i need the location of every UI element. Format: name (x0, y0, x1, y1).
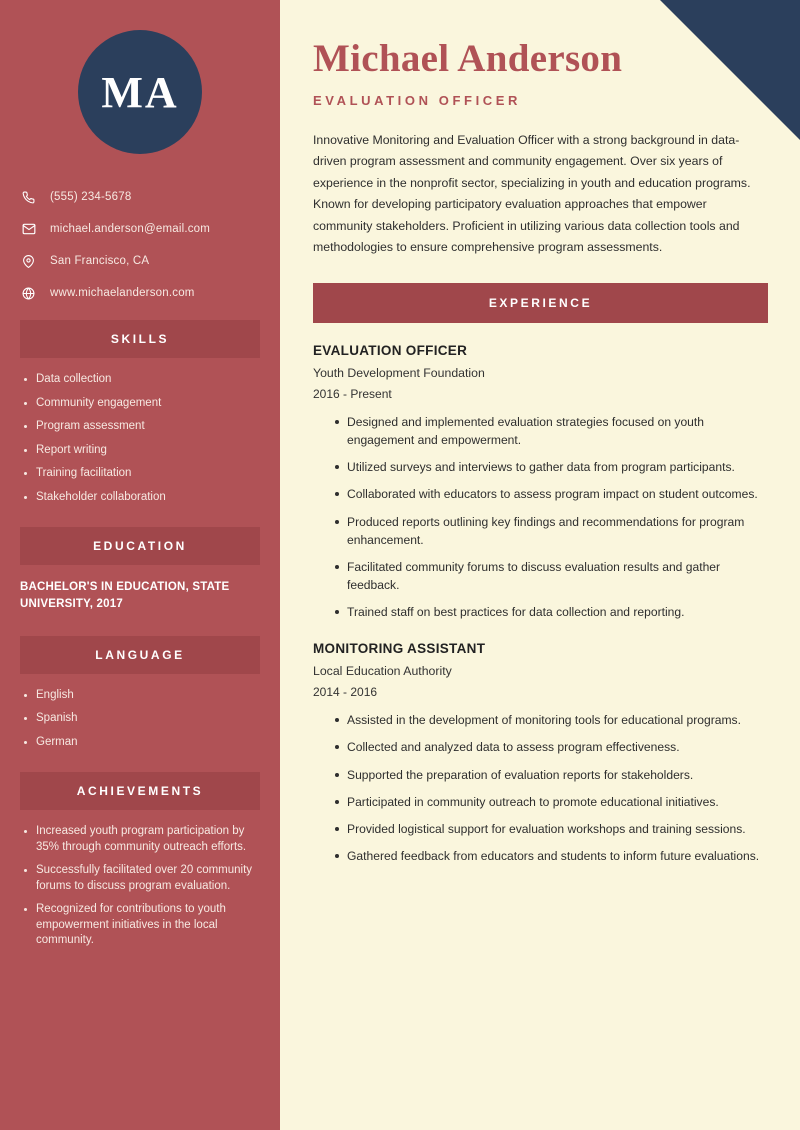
list-item: Recognized for contributions to youth empowerment initiatives in the local community. (24, 902, 262, 949)
contact-email-text: michael.anderson@email.com (50, 223, 211, 235)
experience-entry-2 (313, 641, 768, 865)
avatar-container (0, 0, 280, 154)
section-heading-skills: SKILLS (20, 320, 260, 358)
envelope-icon (22, 220, 44, 238)
achievements-list (0, 824, 280, 949)
avatar: MA (78, 30, 202, 154)
list-item: Assisted in the development of monitoring tools for educational programs. (335, 711, 768, 729)
section-heading-education: EDUCATION (20, 527, 260, 565)
job-title: EVALUATION OFFICER (313, 342, 468, 358)
list-item: Program assessment (24, 419, 262, 435)
list-item: Stakeholder collaboration (24, 490, 262, 506)
experience-entry-1 (313, 343, 768, 621)
contact-email[interactable] (22, 220, 260, 238)
list-item: Report writing (24, 443, 262, 459)
sidebar (0, 0, 280, 1130)
job-role-subtitle: EVALUATION OFFICER (313, 92, 522, 108)
list-item: Facilitated community forums to discuss evaluation results and gather feedback. (335, 558, 768, 594)
list-item: Gathered feedback from educators and students to inform future evaluations. (335, 847, 768, 865)
list-item: Collaborated with educators to assess program impact on student outcomes. (335, 485, 768, 503)
list-item: Training facilitation (24, 466, 262, 482)
list-item: Participated in community outreach to promote educational initiatives. (335, 793, 768, 811)
contact-phone-text: (555) 234-5678 (50, 191, 132, 203)
list-item: Supported the preparation of evaluation reports for stakeholders. (335, 766, 768, 784)
main-content (280, 0, 800, 1130)
education-entry: BACHELOR'S IN EDUCATION, STATE UNIVERSITY, 2017 (20, 581, 230, 611)
globe-icon (22, 284, 44, 302)
location-pin-icon (22, 252, 44, 270)
section-heading-achievements: ACHIEVEMENTS (20, 772, 260, 810)
list-item: Increased youth program participation by 35% through community outreach efforts. (24, 824, 262, 855)
job-organization: Youth Development Foundation (313, 365, 485, 380)
contact-phone[interactable] (22, 188, 260, 206)
list-item: Data collection (24, 372, 262, 388)
job-dates: 2016 - Present (313, 386, 392, 401)
list-item: Produced reports outlining key findings and recommendations for program enhancement. (335, 513, 768, 549)
contact-location[interactable] (22, 252, 260, 270)
list-item: Utilized surveys and interviews to gather data from program participants. (335, 458, 768, 476)
contact-website[interactable] (22, 284, 260, 302)
professional-summary: Innovative Monitoring and Evaluation Officer with a strong background in data-driven program assessment and community engagement. Over six years of experience in the nonprofit sector, specializing in youth and education programs. Known for developing participatory evaluation approaches that empower community stakeholders. Proficient in utilizing various data collection tools and methodologies to ensure comprehensive program assessments. (313, 132, 751, 255)
contact-website-text: www.michaelanderson.com (50, 287, 195, 299)
job-bullet-list (313, 711, 768, 865)
list-item: Trained staff on best practices for data collection and reporting. (335, 603, 768, 621)
job-organization: Local Education Authority (313, 664, 452, 679)
skills-list (0, 372, 280, 505)
phone-icon (22, 188, 44, 206)
list-item: Provided logistical support for evaluation workshops and training sessions. (335, 820, 768, 838)
list-item: Collected and analyzed data to assess program effectiveness. (335, 738, 768, 756)
contact-location-text: San Francisco, CA (50, 255, 150, 267)
job-title: MONITORING ASSISTANT (313, 641, 486, 657)
list-item: Successfully facilitated over 20 community forums to discuss program evaluation. (24, 863, 262, 894)
list-item: Designed and implemented evaluation strategies focused on youth engagement and empowerment. (335, 413, 768, 449)
job-bullet-list (313, 413, 768, 621)
page-title: Michael Anderson (313, 37, 623, 80)
list-item: English (24, 688, 262, 704)
contact-list (0, 188, 280, 302)
list-item: German (24, 735, 262, 751)
list-item: Community engagement (24, 396, 262, 412)
section-heading-experience: EXPERIENCE (313, 283, 768, 323)
section-heading-language: LANGUAGE (20, 636, 260, 674)
job-dates: 2014 - 2016 (313, 685, 378, 700)
list-item: Spanish (24, 711, 262, 727)
language-list (0, 688, 280, 751)
